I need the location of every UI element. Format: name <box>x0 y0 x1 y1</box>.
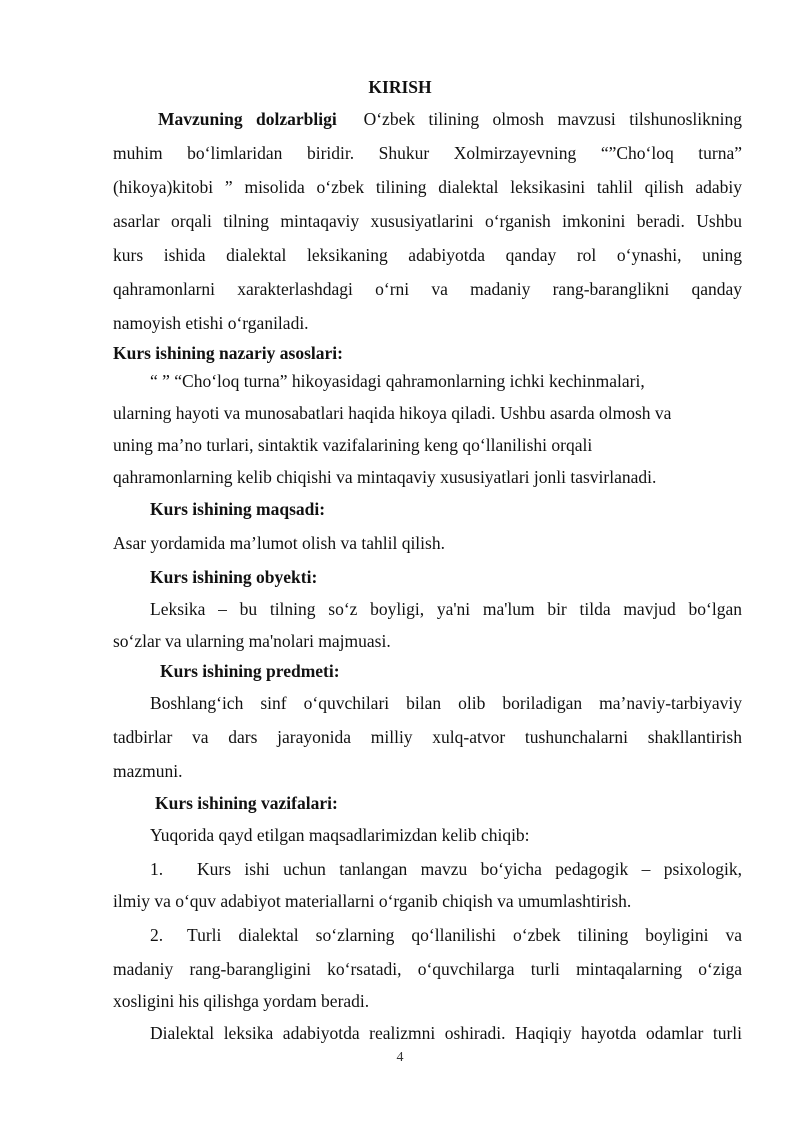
goal-line: Asar yordamida ma’lumot olish va tahlil qilish. <box>113 533 445 553</box>
object-line: so‘zlar va ularning ma'nolari majmuasi. <box>113 631 391 651</box>
subject-line: Boshlang‘ich sinf o‘quvchilari bilan olib boriladigan ma’naviy-tarbiyaviy <box>150 693 742 713</box>
closing-line: Dialektal leksika adabiyotda realizmni oshiradi. Haqiqiy hayotda odamlar turli <box>150 1023 742 1043</box>
task-item-line: Kurs ishi uchun tanlangan mavzu bo‘yicha pedagogik – psixologik, <box>197 859 742 879</box>
object-heading: Kurs ishining obyekti: <box>150 567 318 587</box>
intro-first-line <box>158 108 742 130</box>
intro-line: kurs ishida dialektal leksikaning adabiyotda qanday rol o‘ynashi, uning <box>113 245 742 265</box>
task-item-line: xosligini his qilishga yordam beradi. <box>113 991 370 1011</box>
intro-line: qahramonlarni xarakterlashdagi o‘rni va madaniy rang-baranglikni qanday <box>113 279 742 299</box>
page-title: KIRISH <box>368 77 432 97</box>
intro-line: muhim bo‘limlaridan biridir. Shukur Xolmirzayevning “”Cho‘loq turna” <box>113 143 742 163</box>
task-item-line: ilmiy va o‘quv adabiyot materiallarni o‘rganib chiqish va umumlashtirish. <box>113 891 632 911</box>
theory-line: uning ma’no turlari, sintaktik vazifalarining keng qo‘llanilishi orqali <box>113 435 593 455</box>
intro-line: (hikoya)kitobi ” misolida o‘zbek tilining dialektal leksikasini tahlil qilish adabiy <box>113 177 742 197</box>
task-item-line: madaniy rang-barangligini ko‘rsatadi, o‘quvchilarga turli mintaqalarning o‘ziga <box>113 959 742 979</box>
page-number: 4 <box>396 1050 404 1065</box>
subject-line: mazmuni. <box>113 761 183 781</box>
theory-line: “ ” “Cho‘loq turna” hikoyasidagi qahramonlarning ichki kechinmalari, <box>150 371 645 391</box>
task-item-line: Turli dialektal so‘zlarning qo‘llanilishi o‘zbek tilining boyligini va <box>187 925 742 945</box>
relevance-heading: Mavzuning dolzarbligi <box>158 109 337 129</box>
subject-line: tadbirlar va dars jarayonida milliy xulq-atvor tushunchalarni shakllantirish <box>113 727 742 747</box>
theory-line: ularning hayoti va munosabatlari haqida hikoya qiladi. Ushbu asarda olmosh va <box>113 403 672 423</box>
theory-heading: Kurs ishining nazariy asoslari: <box>113 343 343 363</box>
intro-line: namoyish etishi o‘rganiladi. <box>113 313 309 333</box>
tasks-heading: Kurs ishining vazifalari: <box>155 793 338 813</box>
tasks-intro: Yuqorida qayd etilgan maqsadlarimizdan kelib chiqib: <box>150 825 530 845</box>
goal-heading: Kurs ishining maqsadi: <box>150 499 326 519</box>
task-number: 2. <box>150 925 164 945</box>
subject-heading: Kurs ishining predmeti: <box>160 661 340 681</box>
theory-line: qahramonlarning kelib chiqishi va mintaqaviy xususiyatlari jonli tasvirlanadi. <box>113 467 657 487</box>
intro-line: asarlar orqali tilning mintaqaviy xususiyatlarini o‘rganish imkonini beradi. Ushbu <box>113 211 742 231</box>
intro-text: O‘zbek tilining olmosh mavzusi tilshunoslikning <box>363 109 742 129</box>
object-line: Leksika – bu tilning so‘z boyligi, ya'ni ma'lum bir tilda mavjud bo‘lgan <box>150 599 742 619</box>
task-number: 1. <box>150 859 164 879</box>
